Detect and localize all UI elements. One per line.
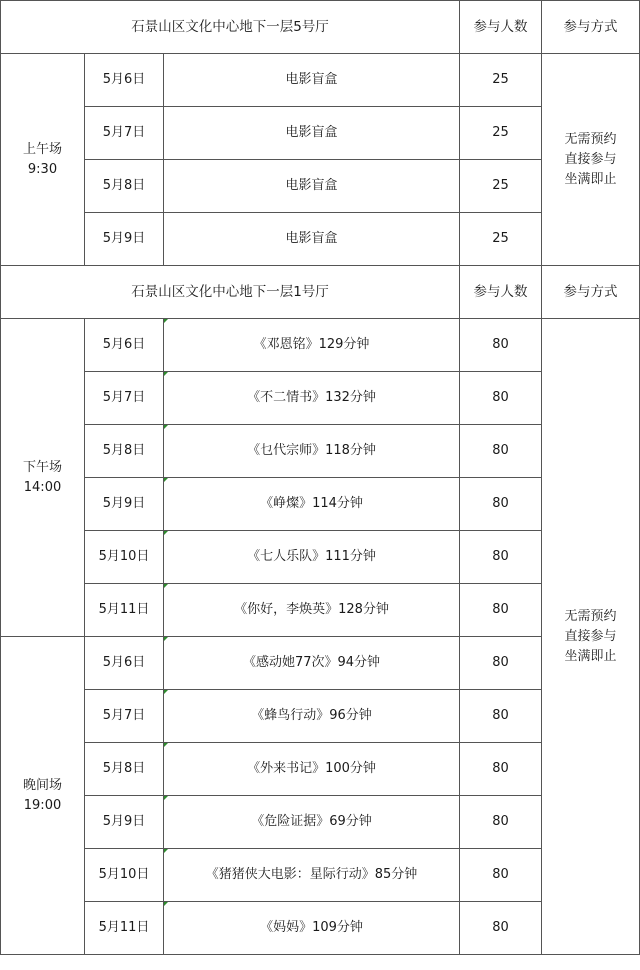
count-cell: 80 — [460, 425, 542, 478]
film-cell: 电影盲盒 — [164, 107, 460, 160]
table-row — [1, 54, 640, 107]
film-cell: 《猪猪侠大电影：星际行动》85分钟 — [164, 849, 460, 902]
participation-mode: 无需预约 直接参与 坐满即止 — [542, 319, 640, 955]
count-cell: 25 — [460, 54, 542, 107]
film-cell: 电影盲盒 — [164, 54, 460, 107]
count-cell: 80 — [460, 690, 542, 743]
date-cell: 5月9日 — [85, 478, 164, 531]
film-cell: 《妈妈》109分钟 — [164, 902, 460, 955]
date-cell: 5月7日 — [85, 372, 164, 425]
count-cell: 80 — [460, 319, 542, 372]
hall1-header-row — [1, 266, 640, 319]
count-cell: 80 — [460, 531, 542, 584]
count-cell: 80 — [460, 902, 542, 955]
film-cell: 《不二情书》132分钟 — [164, 372, 460, 425]
date-cell: 5月6日 — [85, 319, 164, 372]
count-cell: 80 — [460, 372, 542, 425]
date-cell: 5月9日 — [85, 213, 164, 266]
film-cell: 《七人乐队》111分钟 — [164, 531, 460, 584]
count-cell: 80 — [460, 849, 542, 902]
count-header: 参与人数 — [460, 266, 542, 319]
date-cell: 5月7日 — [85, 690, 164, 743]
film-cell: 《外来书记》100分钟 — [164, 743, 460, 796]
date-cell: 5月8日 — [85, 425, 164, 478]
date-cell: 5月11日 — [85, 584, 164, 637]
date-cell: 5月6日 — [85, 54, 164, 107]
film-cell: 《峥燦》114分钟 — [164, 478, 460, 531]
film-cell: 《乜代宗师》118分钟 — [164, 425, 460, 478]
film-cell: 《你好，李焕英》128分钟 — [164, 584, 460, 637]
session-afternoon: 下午场 14:00 — [1, 319, 85, 637]
date-cell: 5月9日 — [85, 796, 164, 849]
count-cell: 25 — [460, 160, 542, 213]
table-row — [1, 319, 640, 372]
count-header: 参与人数 — [460, 1, 542, 54]
count-cell: 80 — [460, 478, 542, 531]
mode-header: 参与方式 — [542, 1, 640, 54]
count-cell: 80 — [460, 584, 542, 637]
date-cell: 5月6日 — [85, 637, 164, 690]
hall1-title: 石景山区文化中心地下一层1号厅 — [1, 266, 460, 319]
mode-header: 参与方式 — [542, 266, 640, 319]
date-cell: 5月8日 — [85, 160, 164, 213]
film-cell: 电影盲盒 — [164, 213, 460, 266]
film-cell: 电影盲盒 — [164, 160, 460, 213]
hall5-title: 石景山区文化中心地下一层5号厅 — [1, 1, 460, 54]
count-cell: 80 — [460, 796, 542, 849]
count-cell: 80 — [460, 637, 542, 690]
count-cell: 25 — [460, 107, 542, 160]
film-cell: 《危险证据》69分钟 — [164, 796, 460, 849]
date-cell: 5月10日 — [85, 849, 164, 902]
session-morning: 上午场 9:30 — [1, 54, 85, 266]
session-evening: 晚间场 19:00 — [1, 637, 85, 955]
date-cell: 5月8日 — [85, 743, 164, 796]
count-cell: 25 — [460, 213, 542, 266]
film-cell: 《邓恩铭》129分钟 — [164, 319, 460, 372]
date-cell: 5月10日 — [85, 531, 164, 584]
date-cell: 5月7日 — [85, 107, 164, 160]
film-cell: 《感动她77次》94分钟 — [164, 637, 460, 690]
hall5-header-row — [1, 1, 640, 54]
count-cell: 80 — [460, 743, 542, 796]
participation-mode: 无需预约 直接参与 坐满即止 — [542, 54, 640, 266]
film-cell: 《蜂鸟行动》96分钟 — [164, 690, 460, 743]
date-cell: 5月11日 — [85, 902, 164, 955]
